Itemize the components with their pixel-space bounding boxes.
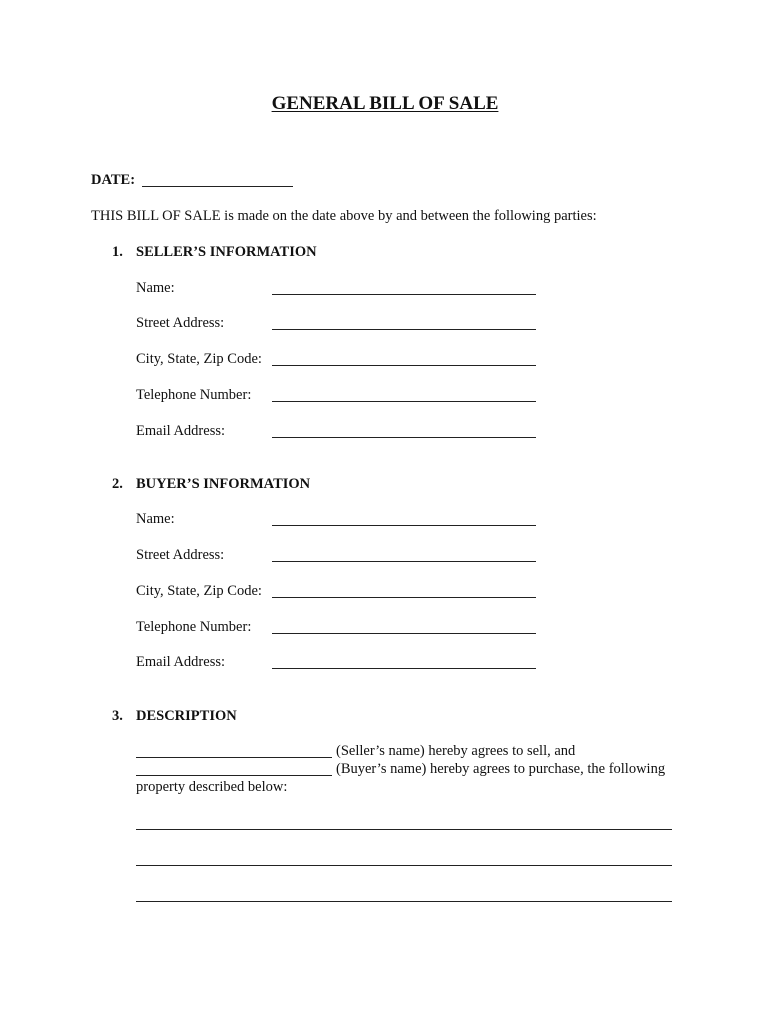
intro-text: THIS BILL OF SALE is made on the date above by and between the following parties: xyxy=(91,208,597,224)
buyer-city-label: City, State, Zip Code: xyxy=(136,583,262,599)
seller-street-field[interactable] xyxy=(272,329,536,330)
seller-phone-label: Telephone Number: xyxy=(136,387,252,403)
buyer-phone-label: Telephone Number: xyxy=(136,619,252,635)
property-description-line[interactable] xyxy=(136,865,672,866)
seller-agreement-text: (Seller’s name) hereby agrees to sell, and xyxy=(336,743,576,759)
section-number: 3. xyxy=(112,708,123,724)
seller-street-label: Street Address: xyxy=(136,315,225,331)
buyer-street-label: Street Address: xyxy=(136,547,225,563)
buyer-city-field[interactable] xyxy=(272,597,536,598)
seller-name-field[interactable] xyxy=(272,294,536,295)
date-field[interactable] xyxy=(142,186,293,187)
buyer-name-label: Name: xyxy=(136,511,175,527)
date-label: DATE: xyxy=(91,172,136,188)
section-number: 1. xyxy=(112,244,123,260)
property-description-line[interactable] xyxy=(136,829,672,830)
property-intro-text: property described below: xyxy=(136,779,288,795)
seller-email-label: Email Address: xyxy=(136,423,226,439)
buyer-phone-field[interactable] xyxy=(272,633,536,634)
buyer-name-blank[interactable] xyxy=(136,775,332,776)
seller-name-label: Name: xyxy=(136,280,175,296)
section-number: 2. xyxy=(112,476,123,492)
seller-city-field[interactable] xyxy=(272,365,536,366)
buyer-section-heading: BUYER’S INFORMATION xyxy=(136,476,311,492)
buyer-email-label: Email Address: xyxy=(136,654,226,670)
buyer-email-field[interactable] xyxy=(272,668,536,669)
buyer-name-field[interactable] xyxy=(272,525,536,526)
property-description-line[interactable] xyxy=(136,901,672,902)
seller-city-label: City, State, Zip Code: xyxy=(136,351,262,367)
buyer-agreement-text: (Buyer’s name) hereby agrees to purchase, the following xyxy=(336,761,666,777)
description-section-heading: DESCRIPTION xyxy=(136,708,237,724)
seller-phone-field[interactable] xyxy=(272,401,536,402)
document-title: GENERAL BILL OF SALE xyxy=(271,93,499,114)
seller-email-field[interactable] xyxy=(272,437,536,438)
seller-section-heading: SELLER’S INFORMATION xyxy=(136,244,317,260)
seller-name-blank[interactable] xyxy=(136,757,332,758)
buyer-street-field[interactable] xyxy=(272,561,536,562)
